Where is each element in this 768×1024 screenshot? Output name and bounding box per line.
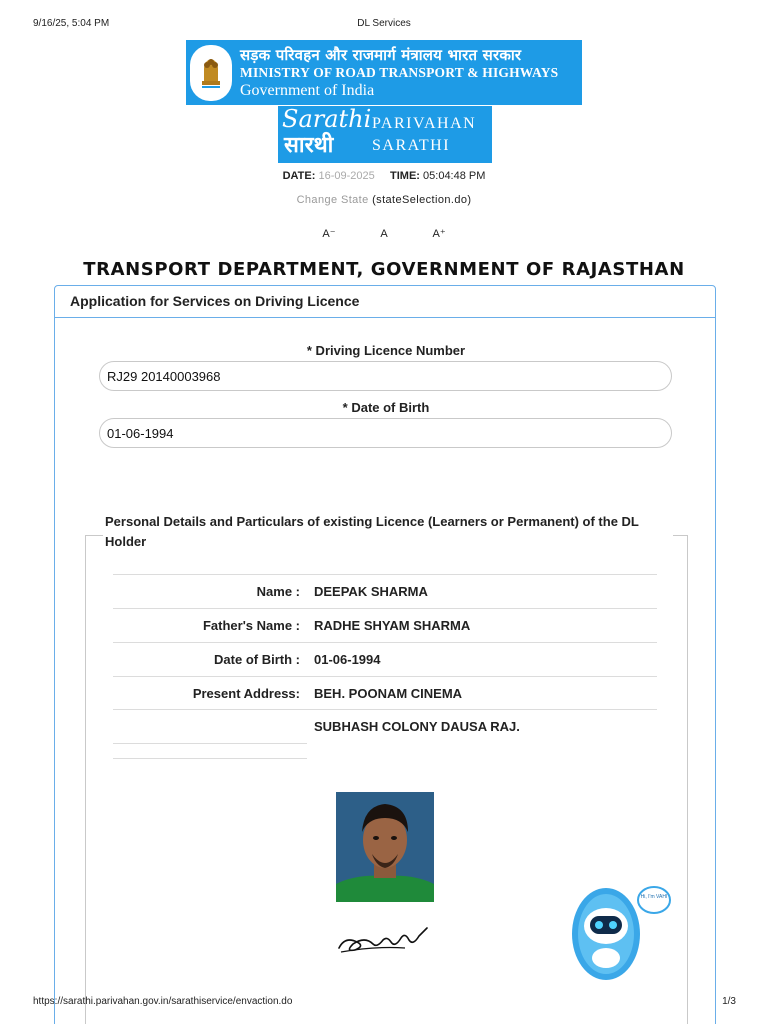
row-divider bbox=[113, 743, 307, 744]
ministry-hindi: सड़क परिवहन और राजमार्ग मंत्रालय भारत सरकार bbox=[240, 45, 522, 64]
date-time-bar bbox=[0, 170, 768, 182]
detail-label: Name : bbox=[256, 584, 300, 599]
ministry-banner[interactable] bbox=[186, 40, 582, 105]
font-increase-button[interactable]: A⁺ bbox=[432, 228, 446, 240]
font-size-controls bbox=[0, 227, 768, 240]
detail-row-address-2 bbox=[113, 709, 657, 743]
chatbot-button[interactable] bbox=[570, 884, 672, 984]
ministry-english: MINISTRY OF ROAD TRANSPORT & HIGHWAYS bbox=[240, 64, 559, 80]
detail-value: DEEPAK SHARMA bbox=[314, 584, 428, 599]
change-state-url: (stateSelection.do) bbox=[372, 194, 472, 206]
sarathi-words bbox=[372, 113, 476, 157]
print-title: DL Services bbox=[357, 18, 411, 29]
ministry-gov: Government of India bbox=[240, 81, 375, 99]
sarathi-line2: SARATHI bbox=[372, 136, 451, 154]
detail-row-dob bbox=[113, 642, 657, 676]
sarathi-logo bbox=[278, 105, 372, 163]
dob-label: * Date of Birth bbox=[342, 400, 430, 415]
sarathi-logo-hi: सारथी bbox=[284, 133, 334, 158]
change-state bbox=[0, 194, 768, 206]
detail-row-address bbox=[113, 676, 657, 710]
applicant-signature bbox=[335, 922, 435, 956]
change-state-link[interactable]: Change State bbox=[296, 194, 369, 206]
detail-label: Father's Name : bbox=[202, 618, 300, 633]
time-label: TIME: bbox=[390, 170, 420, 182]
print-url: https://sarathi.parivahan.gov.in/sarathiservice/envaction.do bbox=[33, 996, 293, 1007]
detail-value: RADHE SHYAM SHARMA bbox=[314, 618, 471, 633]
detail-value: SUBHASH COLONY DAUSA RAJ. bbox=[314, 719, 520, 734]
time-value: 05:04:48 PM bbox=[423, 170, 486, 182]
chatbot-badge: Hi, I'm VAHI bbox=[640, 894, 668, 900]
detail-value: BEH. POONAM CINEMA bbox=[314, 686, 463, 701]
dob-input[interactable] bbox=[99, 418, 672, 448]
sarathi-logo-en: Sarathi bbox=[282, 105, 372, 133]
dl-number-input[interactable] bbox=[99, 361, 672, 391]
detail-label: Present Address: bbox=[192, 686, 300, 701]
applicant-photo bbox=[336, 792, 434, 902]
print-datetime: 9/16/25, 5:04 PM bbox=[33, 18, 110, 29]
row-divider bbox=[113, 758, 307, 759]
national-emblem-icon bbox=[190, 45, 232, 101]
sarathi-line1: PARIVAHAN bbox=[372, 114, 477, 132]
detail-row-father bbox=[113, 608, 657, 642]
ministry-text bbox=[240, 45, 558, 101]
personal-details-legend: Personal Details and Particulars of existing Licence (Learners or Permanent) of the DL Holder bbox=[103, 512, 673, 552]
date-label: DATE: bbox=[282, 170, 316, 182]
dl-number-label: * Driving Licence Number bbox=[306, 343, 466, 358]
font-decrease-button[interactable]: A⁻ bbox=[322, 228, 336, 240]
font-normal-button[interactable]: A bbox=[380, 228, 388, 240]
detail-label: Date of Birth : bbox=[214, 652, 300, 667]
sarathi-banner[interactable] bbox=[278, 106, 492, 163]
detail-value: 01-06-1994 bbox=[314, 652, 381, 667]
print-page-number: 1/3 bbox=[722, 996, 736, 1007]
date-value: 16-09-2025 bbox=[318, 170, 375, 182]
department-title: TRANSPORT DEPARTMENT, GOVERNMENT OF RAJASTHAN bbox=[83, 259, 685, 280]
panel-title: Application for Services on Driving Licence bbox=[55, 286, 715, 318]
detail-row-name bbox=[113, 574, 657, 608]
